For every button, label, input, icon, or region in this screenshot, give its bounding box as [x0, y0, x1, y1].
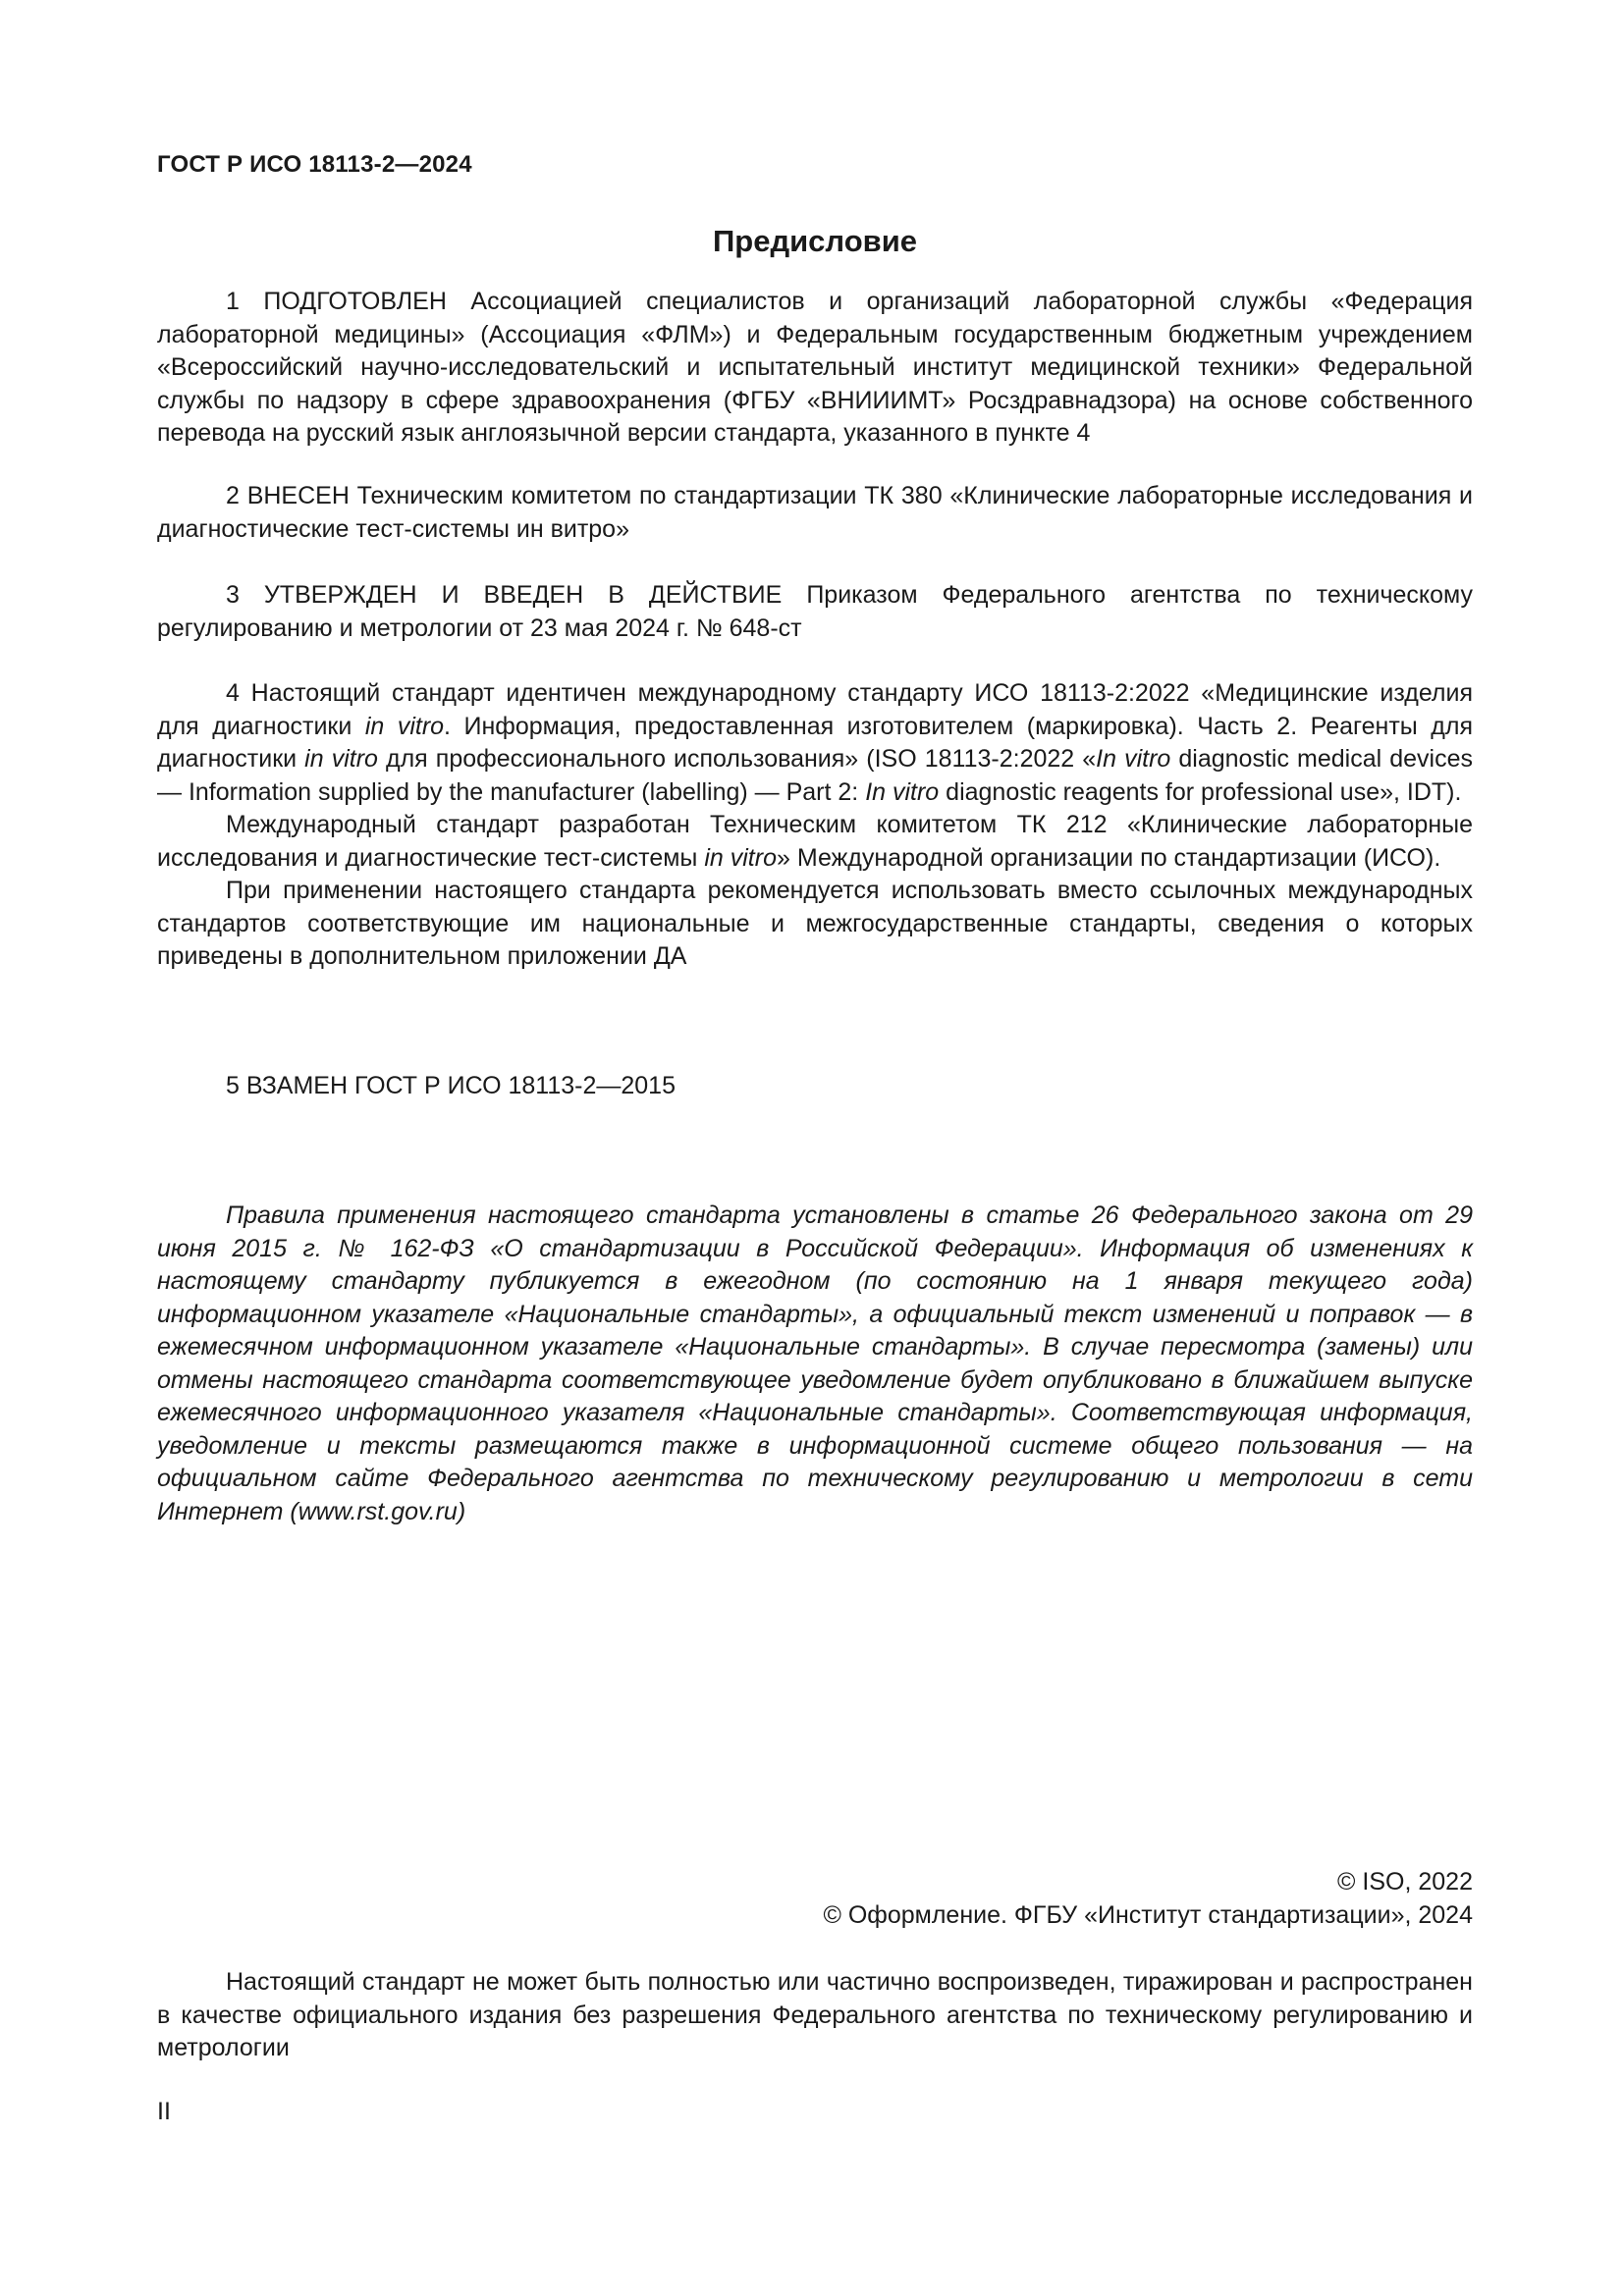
paragraph-text: 3 УТВЕРЖДЕН И ВВЕДЕН В ДЕЙСТВИЕ Приказом Федерального агентства по техническому регулированию и метрологии от 23 мая 2024 г. № 648-ст — [157, 581, 1473, 642]
text-run: . Информация, предоставленная изготовителем (маркировка). Часть 2. Реагенты для диагностики — [157, 712, 1473, 773]
italic-term: In vitro — [865, 777, 940, 806]
paragraph-text: При применении настоящего стандарта рекомендуется использовать вместо ссылочных международных стандартов соответствующие им национальные и межгосударственные стандарты, сведения о которых приведены в дополнительном приложении ДА — [157, 877, 1473, 970]
text-run: diagnostic reagents for professional use», IDT). — [939, 777, 1462, 806]
paragraph-text: 5 ВЗАМЕН ГОСТ Р ИСО 18113-2—2015 — [226, 1072, 676, 1099]
text-run: 4 Настоящий стандарт идентичен международному стандарту ИСО 18113-2:2022 «Медицинские изделия для диагностики — [157, 679, 1473, 740]
paragraph-text: Настоящий стандарт не может быть полностью или частично воспроизведен, тиражирован и распространен в качестве официального издания без разрешения Федерального агентства по техническому регулированию и метрологии — [157, 1968, 1473, 2061]
text-run: » Международной организации по стандартизации (ИСО). — [776, 843, 1441, 872]
paragraph-text — [157, 677, 1473, 809]
text-run: для профессионального использования» (ISO 18113-2:2022 « — [377, 745, 1097, 773]
copyright-iso: © ISO, 2022 — [1337, 1868, 1473, 1896]
italic-term: In vitro — [1096, 745, 1171, 773]
reproduction-notice — [157, 1966, 1473, 2065]
paragraph-text: 1 ПОДГОТОВЛЕН Ассоциацией специалистов и организаций лабораторной службы «Федерация лабораторной медицины» (Ассоциация «ФЛМ») и Федеральным государственным бюджетным учреждением «Всероссийский научно-исследовательский и испытательный институт медицинской техники» Федеральной службы по надзору в сфере здравоохранения (ФГБУ «ВНИИИМТ» Росздравнадзора) на основе собственного перевода на русский язык англоязычной версии стандарта, указанного в пункте 4 — [157, 288, 1473, 447]
italic-term: in vitro — [364, 712, 445, 740]
text-run: diagnostic medical devices — Information supplied by the manufacturer (labelling) — Part 2: — [157, 745, 1473, 806]
copyright-block — [823, 1865, 1473, 1932]
paragraph-identical-standard — [157, 677, 1473, 974]
page-title: Предисловие — [712, 224, 917, 258]
copyright-institute: © Оформление. ФГБУ «Институт стандартизации», 2024 — [823, 1901, 1473, 1929]
paragraph-introduced-by — [157, 480, 1473, 546]
paragraph-text: Правила применения настоящего стандарта установлены в статье 26 Федерального закона от 29 июня 2015 г. № 162-ФЗ «О стандартизации в Российской Федерации». Информация об изменениях к настоящему стандарту публикуется в ежегодном (по состоянию на 1 января текущего года) информационном указателе «Национальные стандарты», а официальный текст изменений и поправок — в ежемесячном информационном указателе «Национальные стандарты». В случае пересмотра (замены) или отмены настоящего стандарта соответствующее уведомление будет опубликовано в ближайшем выпуске ежемесячного информационного указателя «Национальные стандарты». Соответствующая информация, уведомление и тексты размещаются также в информационной системе общего пользования — на официальном сайте Федерального агентства по техническому регулированию и метрологии в сети Интернет (www.rst.gov.ru) — [157, 1201, 1473, 1525]
paragraph-approved — [157, 579, 1473, 645]
page-number: II — [157, 2098, 171, 2125]
paragraph-text: 2 ВНЕСЕН Техническим комитетом по стандартизации ТК 380 «Клинические лабораторные исследования и диагностические тест-системы ин витро» — [157, 482, 1473, 543]
paragraph-prepared-by — [157, 286, 1473, 451]
italic-term: in vitro — [704, 843, 777, 872]
text-run: Международный стандарт разработан Техническим комитетом ТК 212 «Клинические лабораторные исследования и диагностические тест-системы — [157, 811, 1473, 872]
paragraph-replaces — [157, 1070, 1473, 1103]
rules-note — [157, 1200, 1473, 1528]
paragraph-text — [157, 809, 1473, 875]
italic-term: in vitro — [304, 745, 378, 773]
standard-code-header: ГОСТ Р ИСО 18113-2—2024 — [157, 151, 472, 178]
